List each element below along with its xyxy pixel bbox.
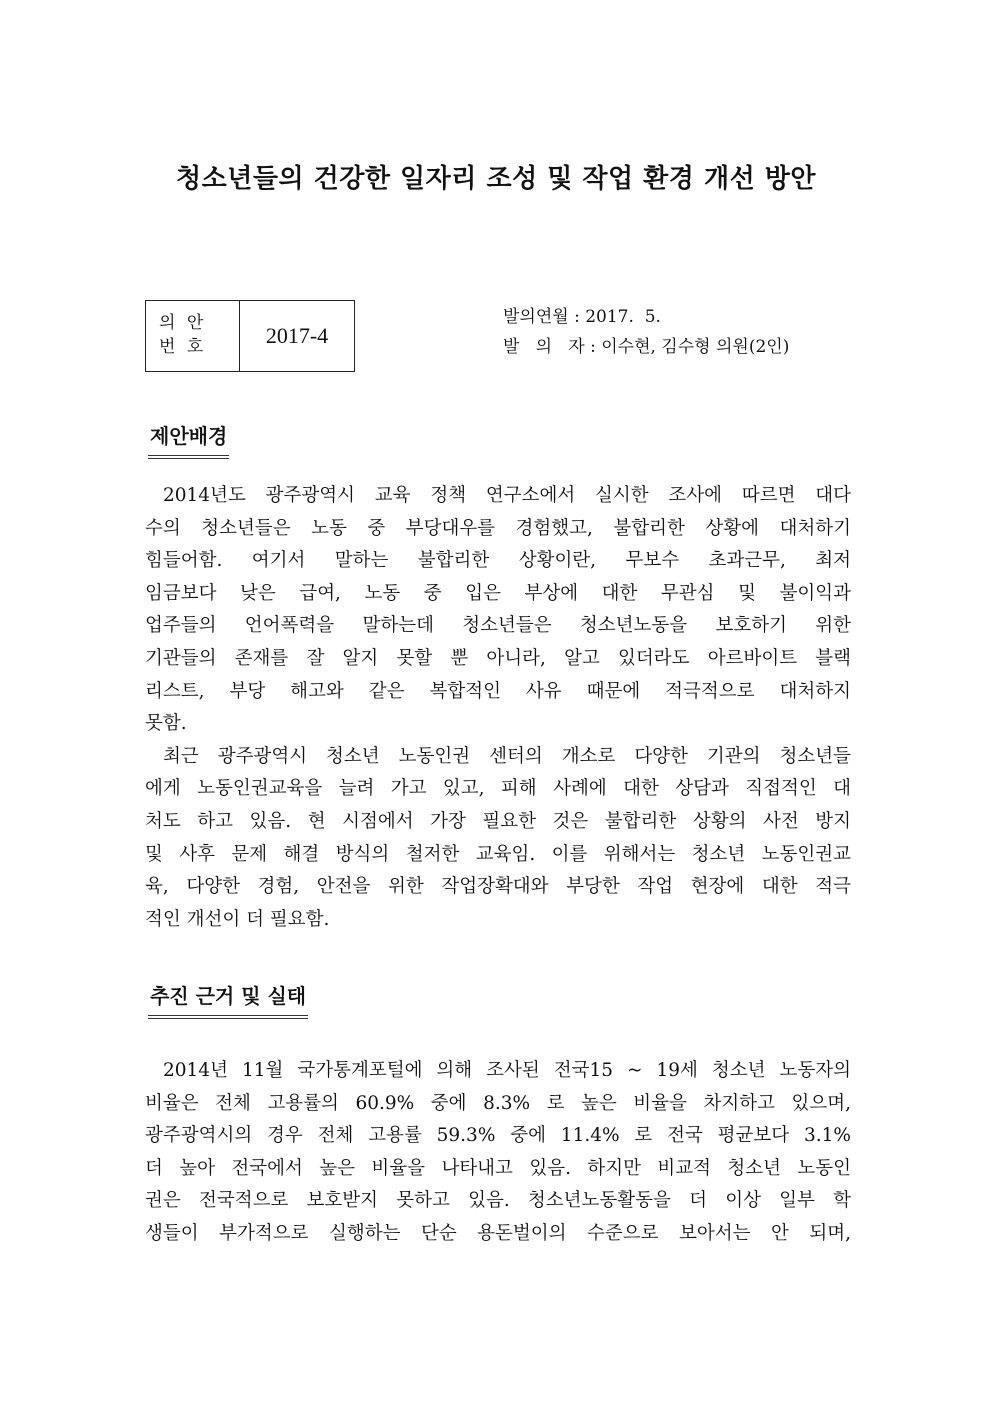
proposer-label: 발 의 자 bbox=[503, 337, 585, 357]
paragraph-line: 기관들의 존재를 잘 알지 못할 뿐 아니라, 알고 있더라도 아르바이트 블랙 bbox=[145, 647, 851, 669]
section-basis-text bbox=[145, 1055, 851, 1251]
proposal-label-line1: 의 안 bbox=[159, 313, 207, 333]
proposal-date-value: : 2017. 5. bbox=[568, 307, 661, 327]
paragraph-line: 처도 하고 있음. 현 시점에서 가장 필요한 것은 불합리한 상황의 사전 방지 bbox=[145, 810, 851, 832]
proposer-value: : 이수현, 김수형 의원(2인) bbox=[584, 337, 790, 357]
paragraph-line: 적인 개선이 더 필요함. bbox=[145, 908, 330, 930]
paragraph-line: 힘들어함. 여기서 말하는 불합리한 상황이란, 무보수 초과근무, 최저 bbox=[145, 550, 851, 572]
paragraph-line: 권은 전국적으로 보호받지 못하고 있음. 청소년노동활동을 더 이상 일부 학 bbox=[145, 1190, 851, 1212]
paragraph-line: 최근 광주광역시 청소년 노동인권 센터의 개소로 다양한 기관의 청소년들 bbox=[163, 745, 851, 767]
proposal-number-value: 2017-4 bbox=[265, 323, 329, 348]
paragraph-line: 더 높아 전국에서 높은 비율을 나타내고 있음. 하지만 비교적 청소년 노동인 bbox=[145, 1157, 851, 1179]
paragraph-line: 2014년도 광주광역시 교육 정책 연구소에서 실시한 조사에 따르면 대다 bbox=[163, 485, 851, 506]
proposal-date-label: 발의연월 bbox=[503, 307, 569, 327]
section-heading-background: 제안배경 bbox=[148, 420, 229, 459]
paragraph-line: 광주광역시의 경우 전체 고용률 59.3% 중에 11.4% 로 전국 평균보다 3.1% bbox=[145, 1125, 851, 1147]
proposal-meta bbox=[503, 302, 789, 362]
paragraph-line: 업주들의 언어폭력을 말하는데 청소년들은 청소년노동을 보호하기 위한 bbox=[145, 615, 851, 637]
paragraph-line: 수의 청소년들은 노동 중 부당대우를 경험했고, 불합리한 상황에 대처하기 bbox=[145, 517, 851, 539]
paragraph-line: 못함. bbox=[145, 713, 187, 735]
paragraph-line: 리스트, 부당 해고와 같은 복합적인 사유 때문에 적극적으로 대처하지 bbox=[145, 680, 851, 702]
paragraph-line: 육, 다양한 경험, 안전을 위한 작업장확대와 부당한 작업 현장에 대한 적극 bbox=[145, 876, 851, 898]
proposal-date-row bbox=[503, 302, 789, 332]
paragraph-line: 2014년 11월 국가통계포털에 의해 조사된 전국15 ~ 19세 청소년 노동자의 bbox=[163, 1060, 851, 1081]
paragraph-line: 생들이 부가적으로 실행하는 단순 용돈벌이의 수준으로 보아서는 안 되며, bbox=[145, 1222, 851, 1244]
paragraph-line: 에게 노동인권교육을 늘려 가고 있고, 피해 사례에 대한 상담과 직접적인 대 bbox=[145, 778, 851, 800]
section-background-text bbox=[145, 480, 851, 936]
proposal-number-box bbox=[145, 300, 355, 372]
proposal-number-label bbox=[146, 301, 240, 371]
paragraph-line: 및 사후 문제 해결 방식의 철저한 교육임. 이를 위해서는 청소년 노동인권교 bbox=[145, 843, 851, 865]
paragraph-line: 임금보다 낮은 급여, 노동 중 입은 부상에 대한 무관심 및 불이익과 bbox=[145, 582, 851, 604]
section-heading-basis: 추진 근거 및 실태 bbox=[148, 980, 308, 1019]
proposal-label-line2: 번 호 bbox=[159, 337, 207, 357]
paragraph-line: 비율은 전체 고용률의 60.9% 중에 8.3% 로 높은 비율을 차지하고 있으며, bbox=[145, 1092, 851, 1114]
proposer-row bbox=[503, 332, 789, 362]
document-title: 청소년들의 건강한 일자리 조성 및 작업 환경 개선 방안 bbox=[176, 164, 816, 194]
